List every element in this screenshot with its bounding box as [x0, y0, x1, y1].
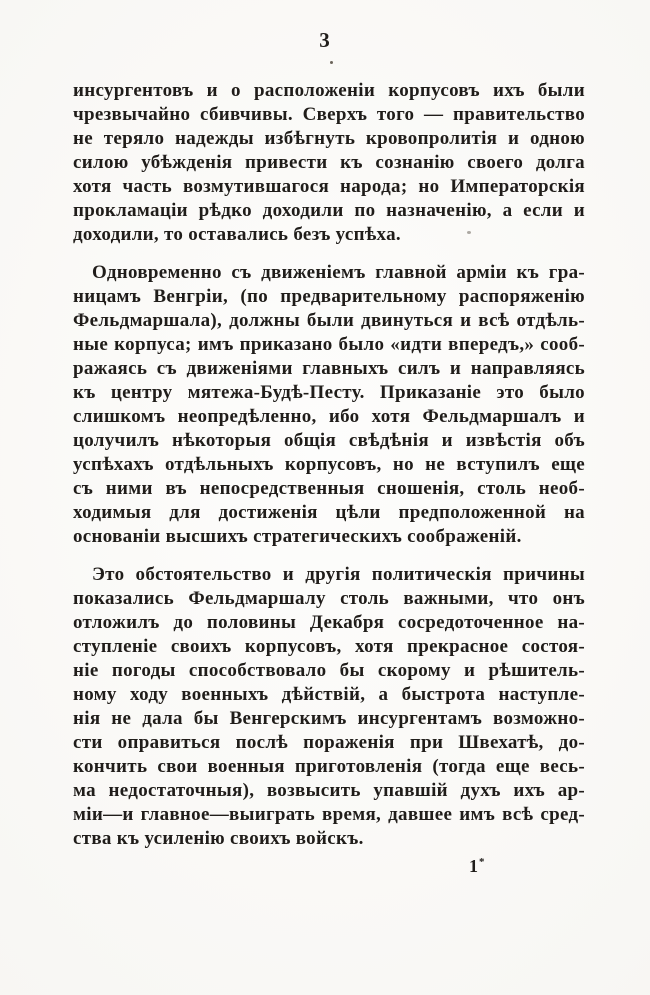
page-number: 3	[319, 28, 331, 52]
paragraph	[73, 79, 585, 247]
text-line: ницамъ Венгріи, (по предварительному распоряженію	[73, 286, 585, 307]
paragraph	[73, 261, 585, 549]
text-line: хотя часть возмутившагося народа; но Императорскія	[73, 176, 585, 197]
text-line: ніе погоды способствовало бы скорому и рѣшитель-	[73, 660, 585, 681]
text-line: кончить свои военныя приготовленія (тогда еще весь-	[73, 756, 585, 777]
text-line: ные корпуса; имъ приказано было «идти впередъ,» сооб-	[73, 334, 585, 355]
text-line: ступленіе своихъ корпусовъ, хотя прекрасное состоя-	[73, 636, 585, 657]
text-line: слишкомъ неопредѣленно, ибо хотя Фельдмаршалъ и	[73, 406, 585, 427]
text-line: чрезвычайно сбивчивы. Сверхъ того — правительство	[73, 104, 585, 125]
paragraph	[73, 563, 585, 851]
text-line: силою убѣжденія привести къ сознанію своего долга	[73, 152, 585, 173]
ink-speck	[330, 61, 333, 64]
text-line: показались Фельдмаршалу столь важными, что онъ	[73, 588, 585, 609]
signature-mark	[469, 856, 485, 877]
text-line: прокламаціи рѣдко доходили по назначенію, а если и	[73, 200, 585, 221]
text-line: успѣхахъ отдѣльныхъ корпусовъ, но не вступилъ еще	[73, 454, 585, 475]
text-line: ному ходу военныхъ дѣйствій, а быстрота наступле-	[73, 684, 585, 705]
text-line: ходимыя для достиженія цѣли предположенной на	[73, 502, 585, 523]
signature-number: 1	[469, 856, 478, 876]
text-line: міи—и главное—выиграть время, давшее имъ всѣ сред-	[73, 804, 585, 825]
text-line: сти оправиться послѣ пораженія при Швехатѣ, до-	[73, 732, 585, 753]
text-line: ма недостаточныя), возвысить упавшій духъ ихъ ар-	[73, 780, 585, 801]
text-line: отложилъ до половины Декабря сосредоточенное на-	[73, 612, 585, 633]
text-line: нія не дала бы Венгерскимъ инсургентамъ возможно-	[73, 708, 585, 729]
text-line: не теряло надежды избѣгнуть кровопролитія и одною	[73, 128, 585, 149]
text-line: инсургентовъ и о расположеніи корпусовъ ихъ были	[73, 80, 585, 101]
text-line: Фельдмаршала), должны были двинуться и всѣ отдѣль-	[73, 310, 585, 331]
text-line: Одновременно съ движеніемъ главной арміи къ гра-	[92, 262, 585, 283]
text-line: цолучилъ нѣкоторыя общія свѣдѣнія и извѣстія объ	[73, 430, 585, 451]
text-line: съ ними въ непосредственныя сношенія, столь необ-	[73, 478, 585, 499]
body-text	[73, 79, 585, 851]
text-line: къ центру мятежа-Будѣ-Песту. Приказаніе это было	[73, 382, 585, 403]
text-line: доходили, то оставались безъ успѣха.	[73, 224, 401, 245]
text-line: Это обстоятельство и другія политическія причины	[92, 564, 585, 585]
text-line: ражаясь съ движеніями главныхъ силъ и направляясь	[73, 358, 585, 379]
text-line: основаніи высшихъ стратегическихъ соображеній.	[73, 526, 522, 547]
signature-star: *	[479, 856, 485, 868]
text-line: ства къ усиленію своихъ войскъ.	[73, 828, 364, 849]
